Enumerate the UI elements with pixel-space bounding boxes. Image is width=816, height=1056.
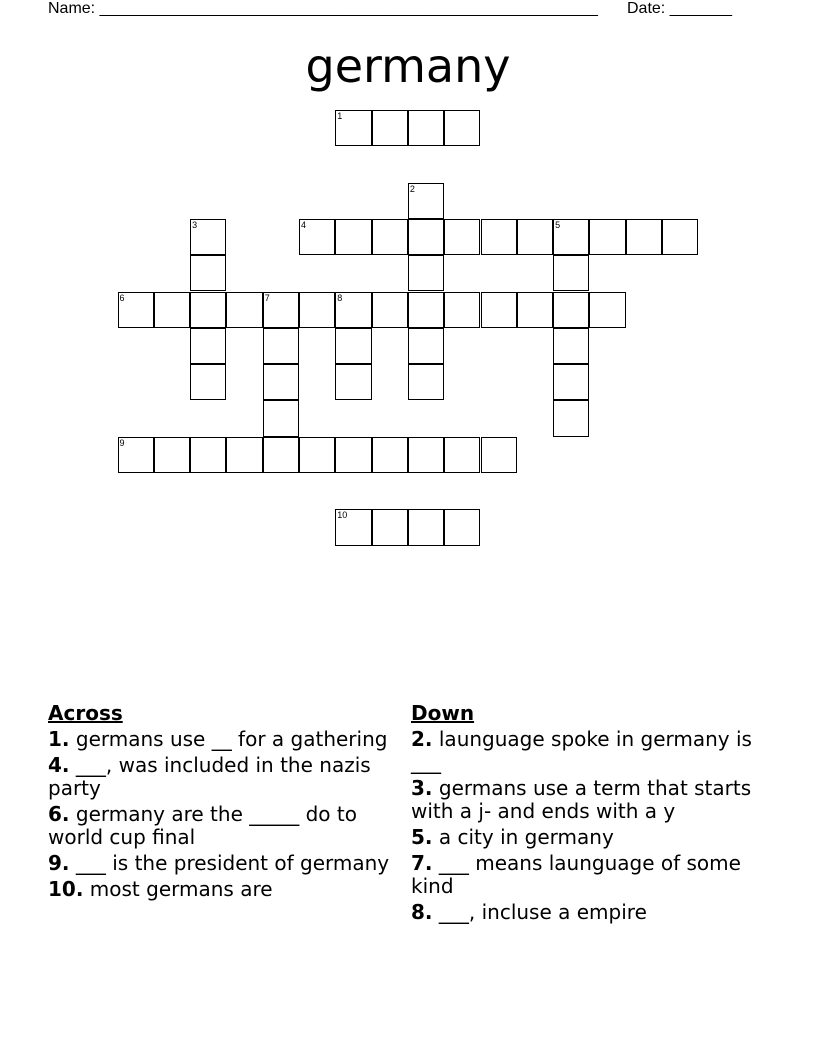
crossword-cell[interactable] [444, 509, 480, 545]
clue-text: a city in germany [438, 825, 614, 849]
clue-number-label: 2. [411, 727, 433, 751]
crossword-cell[interactable] [553, 364, 589, 400]
clue-text: ___ is the president of germany [75, 851, 390, 875]
clue-number-label: 9. [48, 851, 70, 875]
crossword-cell[interactable] [444, 292, 480, 328]
down-clue [411, 826, 771, 849]
clue-text: ___ means launguage of some kind [411, 851, 741, 898]
crossword-cell[interactable] [589, 292, 625, 328]
clue-number-label: 7. [411, 851, 433, 875]
crossword-cell[interactable] [154, 437, 190, 473]
crossword-cell[interactable] [408, 183, 444, 219]
crossword-cell[interactable] [226, 292, 262, 328]
crossword-cell[interactable] [263, 437, 299, 473]
across-clues [48, 702, 393, 904]
clue-number-label: 5. [411, 825, 433, 849]
crossword-cell[interactable] [553, 219, 589, 255]
crossword-cell[interactable] [408, 509, 444, 545]
crossword-cell[interactable] [335, 328, 371, 364]
clue-number: 8 [337, 292, 343, 303]
crossword-cell[interactable] [408, 292, 444, 328]
clue-text: germany are the _____ do to world cup final [48, 802, 357, 849]
crossword-cell[interactable] [190, 255, 226, 291]
name-line: Name: ________________________________________________________ [48, 0, 598, 17]
crossword-cell[interactable] [408, 255, 444, 291]
crossword-cell[interactable] [299, 292, 335, 328]
crossword-cell[interactable] [263, 292, 299, 328]
clue-number: 6 [119, 292, 125, 303]
crossword-cell[interactable] [299, 437, 335, 473]
clue-text: ___, incluse a empire [438, 900, 647, 924]
down-clue [411, 777, 771, 823]
across-clue [48, 728, 393, 751]
crossword-cell[interactable] [553, 255, 589, 291]
clue-number: 9 [119, 437, 125, 448]
down-heading: Down [411, 701, 475, 725]
crossword-cell[interactable] [589, 219, 625, 255]
crossword-cell[interactable] [626, 219, 662, 255]
crossword-cell[interactable] [444, 219, 480, 255]
crossword-cell[interactable] [444, 110, 480, 146]
crossword-cell[interactable] [226, 437, 262, 473]
crossword-cell[interactable] [190, 292, 226, 328]
clue-number-label: 10. [48, 877, 84, 901]
crossword-cell[interactable] [190, 364, 226, 400]
crossword-cell[interactable] [481, 292, 517, 328]
down-clue-list [411, 728, 771, 924]
clue-text: germans use __ for a gathering [75, 727, 388, 751]
date-line: Date: _______ [627, 0, 732, 17]
clue-text: most germans are [89, 877, 273, 901]
crossword-cell[interactable] [299, 219, 335, 255]
crossword-cell[interactable] [408, 437, 444, 473]
crossword-cell[interactable] [408, 110, 444, 146]
crossword-cell[interactable] [662, 219, 698, 255]
clue-number-label: 6. [48, 802, 70, 826]
crossword-cell[interactable] [408, 328, 444, 364]
clue-number-label: 3. [411, 776, 433, 800]
across-heading: Across [48, 701, 123, 725]
clue-text: ___, was included in the nazis party [48, 753, 371, 800]
crossword-cell[interactable] [553, 400, 589, 436]
crossword-cell[interactable] [481, 437, 517, 473]
crossword-cell[interactable] [408, 364, 444, 400]
crossword-cell[interactable] [263, 400, 299, 436]
crossword-cell[interactable] [263, 364, 299, 400]
crossword-cell[interactable] [481, 219, 517, 255]
crossword-cell[interactable] [517, 219, 553, 255]
clue-number: 5 [555, 219, 561, 230]
across-clue-list [48, 728, 393, 901]
crossword-cell[interactable] [118, 437, 154, 473]
across-clue [48, 878, 393, 901]
across-clue [48, 852, 393, 875]
clue-number: 4 [301, 219, 307, 230]
crossword-cell[interactable] [335, 219, 371, 255]
crossword-cell[interactable] [335, 364, 371, 400]
crossword-cell[interactable] [372, 219, 408, 255]
clue-number-label: 1. [48, 727, 70, 751]
crossword-cell[interactable] [444, 437, 480, 473]
clue-number: 2 [409, 183, 415, 194]
across-clue [48, 754, 393, 800]
crossword-cell[interactable] [335, 509, 371, 545]
crossword-cell[interactable] [190, 437, 226, 473]
clue-number: 10 [337, 510, 348, 521]
crossword-cell[interactable] [517, 292, 553, 328]
clue-number-label: 8. [411, 900, 433, 924]
crossword-cell[interactable] [335, 292, 371, 328]
clue-number: 7 [264, 292, 270, 303]
down-clue [411, 901, 771, 924]
clue-number: 3 [192, 219, 198, 230]
crossword-cell[interactable] [372, 509, 408, 545]
down-clue [411, 728, 771, 774]
crossword-cell[interactable] [408, 219, 444, 255]
down-clues [411, 702, 771, 927]
crossword-cell[interactable] [335, 437, 371, 473]
puzzle-title: germany [305, 39, 511, 93]
across-clue [48, 803, 393, 849]
crossword-cell[interactable] [190, 328, 226, 364]
down-clue [411, 852, 771, 898]
crossword-cell[interactable] [335, 110, 371, 146]
crossword-cell[interactable] [190, 219, 226, 255]
clue-number-label: 4. [48, 753, 70, 777]
clue-text: germans use a term that starts with a j- and ends with a y [411, 776, 752, 823]
clue-text: launguage spoke in germany is ___ [411, 727, 752, 774]
crossword-cell[interactable] [553, 328, 589, 364]
crossword-cell[interactable] [553, 292, 589, 328]
crossword-cell[interactable] [372, 110, 408, 146]
crossword-cell[interactable] [372, 437, 408, 473]
crossword-cell[interactable] [154, 292, 190, 328]
clue-number: 1 [337, 111, 343, 121]
crossword-cell[interactable] [263, 328, 299, 364]
crossword-cell[interactable] [118, 292, 154, 328]
crossword-cell[interactable] [372, 292, 408, 328]
